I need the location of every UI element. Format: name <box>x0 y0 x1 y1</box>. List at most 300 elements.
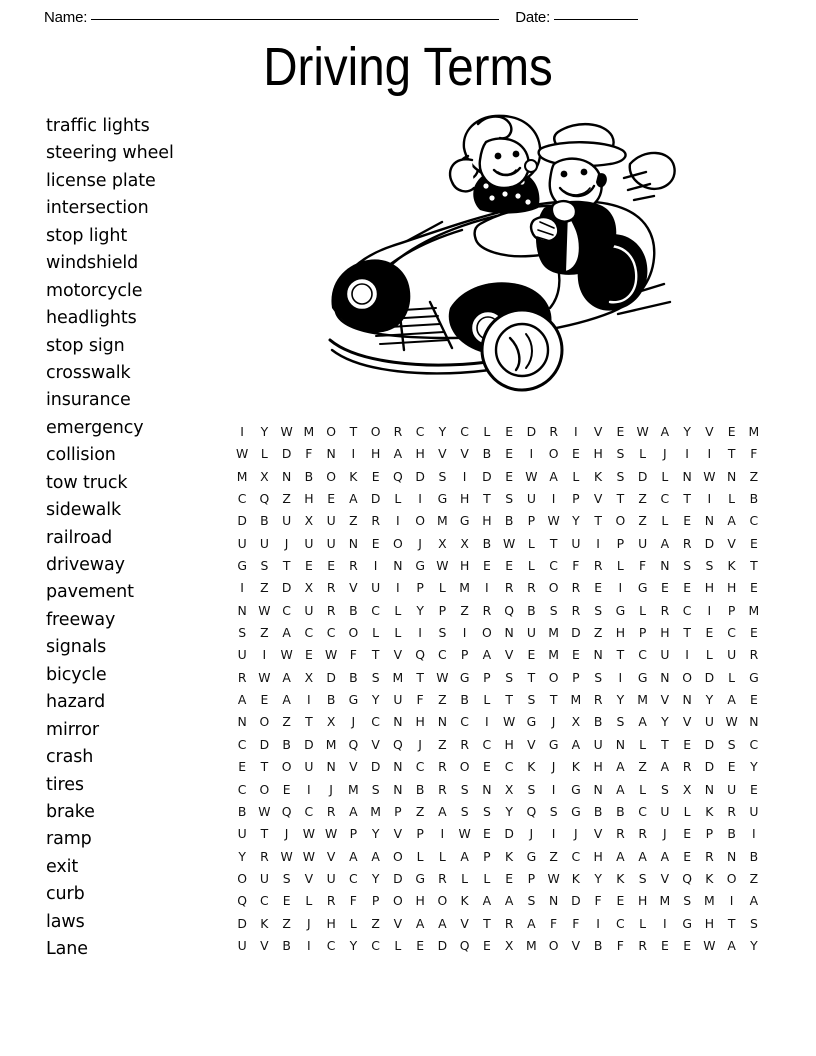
grid-cell[interactable]: Y <box>505 803 513 819</box>
grid-cell[interactable]: N <box>237 714 247 730</box>
grid-cell[interactable]: D <box>504 826 514 842</box>
grid-cell[interactable]: R <box>682 759 692 775</box>
grid-cell[interactable]: W <box>458 826 471 842</box>
grid-cell[interactable]: N <box>548 893 559 909</box>
grid-cell[interactable]: S <box>460 803 469 819</box>
grid-cell[interactable]: Y <box>750 759 758 775</box>
grid-cell[interactable]: L <box>639 781 647 797</box>
grid-cell[interactable]: J <box>551 759 556 775</box>
grid-cell[interactable]: U <box>526 491 536 507</box>
grid-cell[interactable]: K <box>616 870 625 886</box>
grid-cell[interactable]: A <box>660 848 670 864</box>
grid-cell[interactable]: E <box>616 424 625 439</box>
grid-cell[interactable]: T <box>616 491 625 507</box>
grid-cell[interactable]: X <box>460 535 469 551</box>
grid-cell[interactable]: I <box>707 491 712 507</box>
grid-cell[interactable]: R <box>438 870 447 886</box>
grid-cell[interactable]: N <box>660 669 670 685</box>
grid-cell[interactable]: X <box>304 513 314 529</box>
grid-cell[interactable]: P <box>416 826 424 842</box>
grid-cell[interactable]: Y <box>371 692 380 708</box>
grid-cell[interactable]: F <box>349 647 357 663</box>
grid-cell[interactable]: N <box>326 446 336 462</box>
grid-cell[interactable]: I <box>462 625 467 641</box>
grid-cell[interactable]: R <box>260 848 269 864</box>
grid-cell[interactable]: C <box>638 803 647 819</box>
grid-cell[interactable]: O <box>548 580 559 596</box>
grid-cell[interactable]: Y <box>616 692 625 708</box>
grid-cell[interactable]: T <box>683 491 691 507</box>
grid-cell[interactable]: O <box>326 468 336 484</box>
grid-cell[interactable]: A <box>482 893 492 909</box>
grid-cell[interactable]: I <box>240 580 244 596</box>
grid-cell[interactable]: S <box>638 870 647 886</box>
grid-cell[interactable]: B <box>482 535 492 551</box>
grid-cell[interactable]: O <box>437 893 448 909</box>
grid-cell[interactable]: F <box>750 446 758 462</box>
grid-cell[interactable]: N <box>393 714 403 730</box>
grid-cell[interactable]: J <box>307 915 311 931</box>
grid-cell[interactable]: U <box>304 535 314 551</box>
grid-cell[interactable]: S <box>616 446 625 462</box>
grid-cell[interactable]: D <box>370 491 381 507</box>
grid-cell[interactable]: Q <box>348 736 359 752</box>
grid-cell[interactable]: D <box>704 759 715 775</box>
grid-cell[interactable]: S <box>260 558 269 574</box>
grid-cell[interactable]: L <box>661 468 669 484</box>
grid-cell[interactable]: J <box>663 826 667 842</box>
grid-cell[interactable]: E <box>282 893 291 909</box>
grid-cell[interactable]: R <box>593 692 603 708</box>
grid-cell[interactable]: G <box>571 803 581 819</box>
grid-cell[interactable]: T <box>727 446 736 462</box>
grid-cell[interactable]: U <box>326 535 336 551</box>
grid-cell[interactable]: T <box>527 669 536 685</box>
grid-cell[interactable]: V <box>593 491 603 507</box>
grid-cell[interactable]: D <box>637 468 648 484</box>
grid-cell[interactable]: W <box>525 468 538 484</box>
grid-cell[interactable]: Y <box>750 937 758 953</box>
grid-cell[interactable]: A <box>727 937 736 953</box>
grid-cell[interactable]: J <box>529 826 534 842</box>
grid-cell[interactable]: R <box>660 602 670 618</box>
grid-cell[interactable]: N <box>326 759 336 775</box>
grid-cell[interactable]: S <box>371 669 380 685</box>
grid-cell[interactable]: V <box>660 692 670 708</box>
grid-cell[interactable]: C <box>415 759 425 775</box>
grid-cell[interactable]: S <box>683 558 692 574</box>
grid-cell[interactable]: D <box>281 446 292 462</box>
grid-cell[interactable]: I <box>551 826 556 842</box>
grid-cell[interactable]: L <box>260 446 268 462</box>
grid-cell[interactable]: E <box>749 692 758 708</box>
grid-cell[interactable]: E <box>304 647 313 663</box>
grid-cell[interactable]: N <box>726 848 737 864</box>
grid-cell[interactable]: I <box>596 535 600 551</box>
grid-cell[interactable]: G <box>526 848 537 864</box>
grid-cell[interactable]: O <box>370 424 381 439</box>
grid-cell[interactable]: R <box>616 826 625 842</box>
grid-cell[interactable]: X <box>682 781 692 797</box>
grid-cell[interactable]: F <box>572 915 580 931</box>
grid-cell[interactable]: W <box>636 424 649 439</box>
grid-cell[interactable]: T <box>282 558 291 574</box>
grid-cell[interactable]: K <box>505 848 514 864</box>
grid-cell[interactable]: B <box>349 669 358 685</box>
grid-cell[interactable]: E <box>505 558 514 574</box>
grid-cell[interactable]: E <box>416 937 425 953</box>
grid-cell[interactable]: Q <box>459 937 470 953</box>
grid-cell[interactable]: V <box>593 826 603 842</box>
grid-cell[interactable]: U <box>259 535 269 551</box>
grid-cell[interactable]: N <box>482 781 492 797</box>
grid-cell[interactable]: R <box>593 558 603 574</box>
grid-cell[interactable]: Z <box>371 915 380 931</box>
grid-cell[interactable]: H <box>593 446 603 462</box>
grid-cell[interactable]: E <box>282 781 291 797</box>
grid-cell[interactable]: M <box>370 803 381 819</box>
grid-cell[interactable]: H <box>459 558 470 574</box>
grid-cell[interactable]: T <box>549 535 558 551</box>
grid-cell[interactable]: T <box>260 826 269 842</box>
grid-cell[interactable]: A <box>438 915 447 931</box>
grid-cell[interactable]: R <box>393 424 403 439</box>
grid-cell[interactable]: O <box>548 669 559 685</box>
grid-cell[interactable]: C <box>304 625 314 641</box>
grid-cell[interactable]: B <box>260 513 269 529</box>
grid-cell[interactable]: U <box>304 602 314 618</box>
grid-cell[interactable]: C <box>349 870 358 886</box>
grid-cell[interactable]: C <box>260 893 269 909</box>
grid-cell[interactable]: R <box>438 781 447 797</box>
grid-cell[interactable]: E <box>371 468 380 484</box>
grid-cell[interactable]: V <box>504 647 514 663</box>
grid-cell[interactable]: S <box>727 736 736 752</box>
grid-cell[interactable]: A <box>660 424 670 439</box>
grid-cell[interactable]: S <box>549 803 558 819</box>
grid-cell[interactable]: U <box>304 759 314 775</box>
grid-cell[interactable]: X <box>504 937 514 953</box>
grid-cell[interactable]: V <box>393 826 403 842</box>
grid-cell[interactable]: L <box>438 848 446 864</box>
grid-cell[interactable]: D <box>482 468 492 484</box>
grid-cell[interactable]: C <box>371 602 380 618</box>
grid-cell[interactable]: L <box>483 870 491 886</box>
grid-cell[interactable]: U <box>393 692 403 708</box>
grid-cell[interactable]: P <box>483 669 491 685</box>
grid-cell[interactable]: D <box>571 893 581 909</box>
grid-cell[interactable]: O <box>392 893 403 909</box>
grid-cell[interactable]: L <box>683 803 691 819</box>
grid-cell[interactable]: D <box>370 759 381 775</box>
grid-cell[interactable]: V <box>460 915 469 931</box>
grid-cell[interactable]: I <box>685 647 689 663</box>
grid-cell[interactable]: O <box>726 870 737 886</box>
grid-cell[interactable]: A <box>727 513 736 529</box>
grid-cell[interactable]: C <box>504 759 514 775</box>
grid-cell[interactable]: B <box>527 602 536 618</box>
grid-cell[interactable]: G <box>637 669 648 685</box>
grid-cell[interactable]: V <box>349 580 358 596</box>
grid-cell[interactable]: H <box>637 893 648 909</box>
grid-cell[interactable]: C <box>282 602 291 618</box>
grid-cell[interactable]: H <box>304 491 314 507</box>
grid-cell[interactable]: S <box>438 625 447 641</box>
grid-cell[interactable]: R <box>727 803 736 819</box>
grid-cell[interactable]: D <box>259 736 270 752</box>
grid-cell[interactable]: I <box>307 937 311 953</box>
grid-cell[interactable]: I <box>418 491 422 507</box>
grid-cell[interactable]: V <box>349 759 358 775</box>
grid-cell[interactable]: I <box>240 424 244 439</box>
grid-cell[interactable]: C <box>438 647 447 663</box>
grid-cell[interactable]: S <box>505 669 514 685</box>
grid-cell[interactable]: G <box>348 692 359 708</box>
grid-cell[interactable]: D <box>704 669 715 685</box>
grid-cell[interactable]: W <box>258 669 271 685</box>
grid-cell[interactable]: J <box>284 535 289 551</box>
grid-cell[interactable]: G <box>415 870 425 886</box>
grid-cell[interactable]: U <box>749 803 759 819</box>
grid-cell[interactable]: I <box>596 915 600 931</box>
grid-cell[interactable]: Z <box>260 580 269 596</box>
grid-cell[interactable]: I <box>529 446 534 462</box>
grid-cell[interactable]: Z <box>638 513 647 529</box>
grid-cell[interactable]: A <box>482 647 492 663</box>
grid-cell[interactable]: T <box>616 647 625 663</box>
grid-cell[interactable]: S <box>482 803 491 819</box>
grid-cell[interactable]: Y <box>371 870 380 886</box>
grid-cell[interactable]: V <box>571 937 581 953</box>
grid-cell[interactable]: R <box>349 558 358 574</box>
grid-cell[interactable]: N <box>593 781 603 797</box>
grid-cell[interactable]: O <box>415 513 425 529</box>
grid-cell[interactable]: A <box>638 714 647 730</box>
grid-cell[interactable]: B <box>460 692 469 708</box>
grid-cell[interactable]: S <box>749 915 758 931</box>
grid-cell[interactable]: L <box>349 915 357 931</box>
grid-cell[interactable]: R <box>705 848 714 864</box>
grid-cell[interactable]: P <box>727 602 736 618</box>
grid-cell[interactable]: W <box>547 870 560 886</box>
grid-cell[interactable]: A <box>371 848 380 864</box>
grid-cell[interactable]: C <box>326 937 336 953</box>
grid-cell[interactable]: A <box>660 759 670 775</box>
grid-cell[interactable]: Z <box>282 714 291 730</box>
grid-cell[interactable]: L <box>394 602 402 618</box>
grid-cell[interactable]: I <box>396 513 400 529</box>
grid-cell[interactable]: E <box>683 826 692 842</box>
grid-cell[interactable]: J <box>351 714 356 730</box>
grid-cell[interactable]: W <box>324 647 338 663</box>
grid-cell[interactable]: B <box>727 826 736 842</box>
grid-cell[interactable]: S <box>705 558 714 574</box>
grid-cell[interactable]: Y <box>238 848 246 864</box>
grid-cell[interactable]: W <box>502 535 516 551</box>
grid-cell[interactable]: T <box>260 759 269 775</box>
grid-cell[interactable]: C <box>549 558 558 574</box>
grid-cell[interactable]: H <box>704 580 715 596</box>
grid-cell[interactable]: N <box>726 468 737 484</box>
grid-cell[interactable]: I <box>707 602 712 618</box>
grid-cell[interactable]: P <box>394 803 402 819</box>
grid-cell[interactable]: S <box>683 893 692 909</box>
grid-cell[interactable]: P <box>616 535 625 551</box>
grid-cell[interactable]: A <box>571 736 581 752</box>
grid-cell[interactable]: E <box>683 513 692 529</box>
grid-cell[interactable]: L <box>639 602 647 618</box>
grid-cell[interactable]: T <box>483 915 491 931</box>
grid-cell[interactable]: A <box>349 491 358 507</box>
grid-cell[interactable]: I <box>574 424 578 439</box>
grid-cell[interactable]: E <box>527 647 536 663</box>
grid-cell[interactable]: U <box>571 535 581 551</box>
grid-cell[interactable]: R <box>571 602 581 618</box>
grid-cell[interactable]: G <box>548 736 559 752</box>
grid-cell[interactable]: W <box>235 446 249 462</box>
grid-cell[interactable]: S <box>527 781 536 797</box>
grid-cell[interactable]: R <box>749 647 759 663</box>
grid-cell[interactable]: I <box>707 446 712 462</box>
grid-cell[interactable]: C <box>304 803 314 819</box>
grid-cell[interactable]: I <box>618 669 623 685</box>
grid-cell[interactable]: W <box>324 826 338 842</box>
grid-cell[interactable]: M <box>325 736 337 752</box>
grid-cell[interactable]: A <box>527 915 536 931</box>
grid-cell[interactable]: E <box>727 424 736 439</box>
grid-cell[interactable]: A <box>616 759 625 775</box>
grid-cell[interactable]: E <box>594 580 603 596</box>
grid-cell[interactable]: O <box>548 937 559 953</box>
grid-cell[interactable]: M <box>303 424 315 439</box>
grid-cell[interactable]: P <box>460 647 469 663</box>
grid-cell[interactable]: Q <box>415 647 425 663</box>
grid-cell[interactable]: X <box>260 468 269 484</box>
grid-cell[interactable]: L <box>728 491 736 507</box>
grid-cell[interactable]: W <box>725 714 738 730</box>
grid-cell[interactable]: T <box>661 736 669 752</box>
grid-cell[interactable]: E <box>727 759 736 775</box>
grid-cell[interactable]: E <box>683 937 692 953</box>
grid-cell[interactable]: M <box>570 692 582 708</box>
grid-cell[interactable]: C <box>460 714 469 730</box>
grid-cell[interactable]: I <box>418 625 422 641</box>
grid-cell[interactable]: Z <box>282 915 291 931</box>
grid-cell[interactable]: I <box>729 893 734 909</box>
grid-cell[interactable]: E <box>749 781 758 797</box>
grid-cell[interactable]: U <box>237 647 247 663</box>
grid-cell[interactable]: Y <box>661 714 669 730</box>
grid-cell[interactable]: H <box>504 736 514 752</box>
grid-cell[interactable]: S <box>549 602 558 618</box>
grid-cell[interactable]: G <box>526 714 537 730</box>
grid-cell[interactable]: A <box>549 468 558 484</box>
grid-cell[interactable]: N <box>393 781 403 797</box>
grid-cell[interactable]: Y <box>683 424 691 439</box>
grid-cell[interactable]: P <box>527 513 536 529</box>
grid-cell[interactable]: R <box>504 580 514 596</box>
grid-cell[interactable]: C <box>638 647 647 663</box>
grid-cell[interactable]: B <box>749 848 759 864</box>
grid-cell[interactable]: E <box>260 692 269 708</box>
grid-cell[interactable]: S <box>660 781 669 797</box>
grid-cell[interactable]: H <box>726 580 737 596</box>
grid-cell[interactable]: W <box>436 558 449 574</box>
grid-cell[interactable]: A <box>638 848 647 864</box>
grid-cell[interactable]: R <box>326 602 336 618</box>
grid-cell[interactable]: W <box>280 848 293 864</box>
grid-cell[interactable]: D <box>571 625 581 641</box>
grid-cell[interactable]: N <box>682 468 692 484</box>
grid-cell[interactable]: H <box>326 915 336 931</box>
grid-cell[interactable]: T <box>549 692 558 708</box>
grid-cell[interactable]: R <box>326 580 336 596</box>
grid-cell[interactable]: U <box>237 826 247 842</box>
grid-cell[interactable]: E <box>505 446 514 462</box>
grid-cell[interactable]: X <box>438 535 447 551</box>
grid-cell[interactable]: H <box>459 491 470 507</box>
grid-cell[interactable]: N <box>749 714 759 730</box>
grid-cell[interactable]: L <box>394 491 402 507</box>
grid-cell[interactable]: B <box>749 491 759 507</box>
grid-cell[interactable]: U <box>371 580 381 596</box>
grid-cell[interactable]: L <box>705 647 713 663</box>
grid-cell[interactable]: Y <box>371 826 380 842</box>
grid-cell[interactable]: H <box>615 625 626 641</box>
grid-cell[interactable]: V <box>682 714 692 730</box>
grid-cell[interactable]: Z <box>282 491 291 507</box>
grid-cell[interactable]: M <box>548 647 559 663</box>
grid-cell[interactable]: T <box>683 625 691 641</box>
grid-cell[interactable]: I <box>663 915 667 931</box>
grid-cell[interactable]: S <box>527 893 536 909</box>
grid-cell[interactable]: B <box>482 446 492 462</box>
grid-cell[interactable]: R <box>326 803 336 819</box>
grid-cell[interactable]: X <box>304 669 314 685</box>
grid-cell[interactable]: O <box>615 513 626 529</box>
grid-cell[interactable]: O <box>459 759 470 775</box>
grid-cell[interactable]: E <box>571 446 580 462</box>
grid-cell[interactable]: R <box>638 826 647 842</box>
grid-cell[interactable]: A <box>616 848 625 864</box>
grid-cell[interactable]: M <box>348 781 359 797</box>
grid-cell[interactable]: A <box>504 893 514 909</box>
grid-cell[interactable]: K <box>571 870 580 886</box>
grid-cell[interactable]: W <box>280 424 293 439</box>
grid-cell[interactable]: S <box>238 625 247 641</box>
grid-cell[interactable]: B <box>593 803 603 819</box>
grid-cell[interactable]: Y <box>260 424 269 439</box>
grid-cell[interactable]: O <box>392 848 403 864</box>
grid-cell[interactable]: U <box>282 513 292 529</box>
grid-cell[interactable]: P <box>572 669 580 685</box>
grid-cell[interactable]: B <box>349 602 358 618</box>
grid-cell[interactable]: D <box>237 915 247 931</box>
grid-cell[interactable]: K <box>527 759 536 775</box>
grid-cell[interactable]: B <box>282 736 291 752</box>
grid-cell[interactable]: C <box>682 602 692 618</box>
grid-cell[interactable]: E <box>327 558 336 574</box>
grid-cell[interactable]: I <box>351 446 356 462</box>
grid-cell[interactable]: L <box>416 848 424 864</box>
grid-cell[interactable]: H <box>482 513 492 529</box>
grid-cell[interactable]: U <box>727 647 737 663</box>
grid-cell[interactable]: J <box>574 826 578 842</box>
grid-cell[interactable]: J <box>284 826 289 842</box>
grid-cell[interactable]: E <box>505 870 514 886</box>
grid-cell[interactable]: C <box>237 781 247 797</box>
grid-cell[interactable]: B <box>593 714 603 730</box>
